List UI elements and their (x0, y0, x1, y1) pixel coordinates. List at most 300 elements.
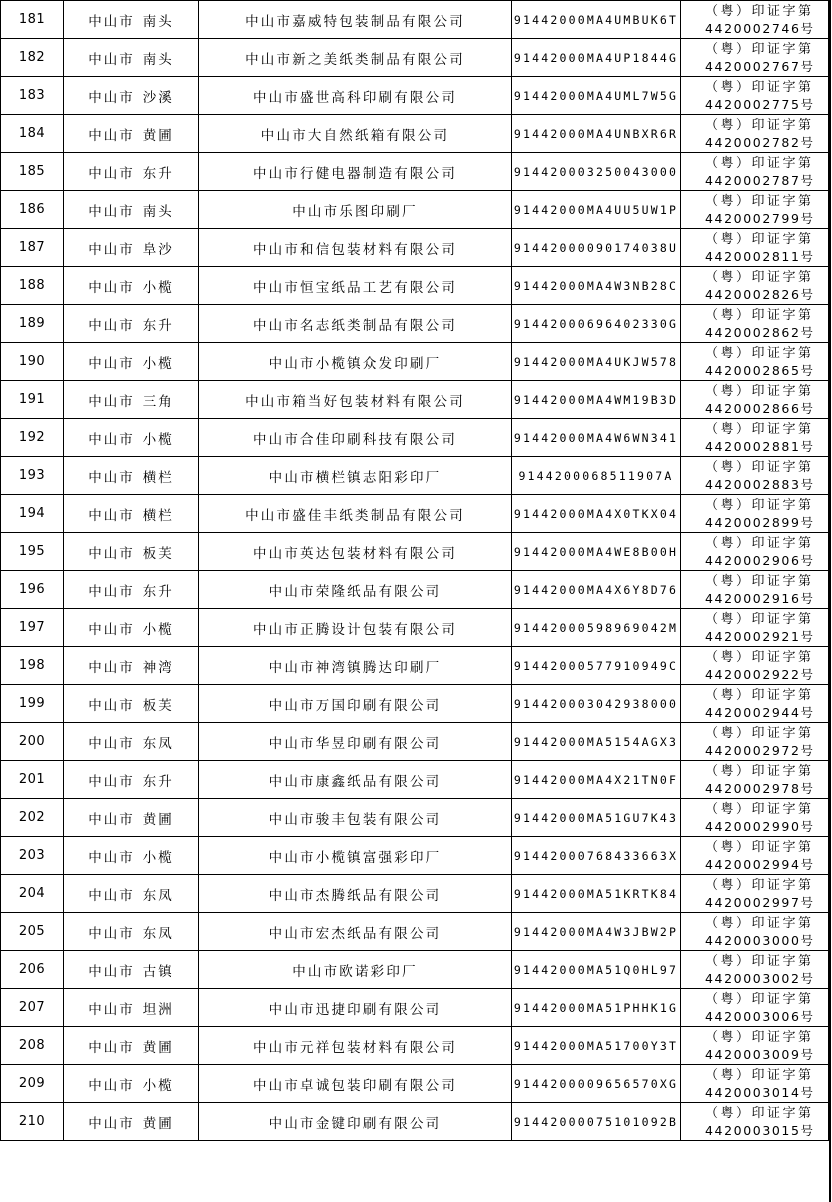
license-number-cell (681, 989, 829, 1027)
table-row (1, 1027, 829, 1065)
row-number: 209 (1, 1065, 64, 1103)
license-prefix: （粤）印证字第 (705, 953, 814, 969)
company-name: 中山市迅捷印刷有限公司 (199, 989, 512, 1027)
table-row (1, 1, 829, 39)
company-name: 中山市万国印刷有限公司 (199, 685, 512, 723)
city-label: 中山市 (88, 469, 135, 486)
company-name: 中山市嘉威特包装制品有限公司 (199, 1, 512, 39)
license-prefix: （粤）印证字第 (705, 231, 814, 247)
company-name: 中山市箱当好包装材料有限公司 (199, 381, 512, 419)
row-number: 205 (1, 913, 64, 951)
row-number: 196 (1, 571, 64, 609)
license-prefix: （粤）印证字第 (705, 877, 814, 893)
license-number-cell (681, 1, 829, 39)
credit-code: 91442000MA51700Y3T (512, 1027, 681, 1065)
row-number: 189 (1, 305, 64, 343)
table-row (1, 761, 829, 799)
license-number-cell (681, 723, 829, 761)
table-row (1, 609, 829, 647)
license-number: 4420002921号 (705, 628, 815, 644)
town-label: 小榄 (142, 621, 174, 638)
license-number-cell (681, 913, 829, 951)
table-row (1, 229, 829, 267)
company-name: 中山市盛佳丰纸类制品有限公司 (199, 495, 512, 533)
company-name: 中山市华昱印刷有限公司 (199, 723, 512, 761)
town-label: 东升 (142, 583, 174, 600)
town-label: 东升 (142, 317, 174, 334)
credit-code: 91442000MA4UP1844G (512, 39, 681, 77)
company-name: 中山市合佳印刷科技有限公司 (199, 419, 512, 457)
table-row (1, 799, 829, 837)
region-cell (64, 685, 199, 723)
license-prefix: （粤）印证字第 (705, 649, 814, 665)
license-prefix: （粤）印证字第 (705, 687, 814, 703)
credit-code: 91442000MA4UU5UW1P (512, 191, 681, 229)
row-number: 193 (1, 457, 64, 495)
license-number: 4420002972号 (705, 742, 815, 758)
region-cell (64, 419, 199, 457)
license-number: 4420002883号 (705, 476, 815, 492)
region-cell (64, 1027, 199, 1065)
row-number: 197 (1, 609, 64, 647)
row-number: 186 (1, 191, 64, 229)
table-row (1, 267, 829, 305)
city-label: 中山市 (88, 507, 135, 524)
region-cell (64, 723, 199, 761)
table-row (1, 1065, 829, 1103)
credit-code: 91442000598969042M (512, 609, 681, 647)
region-cell (64, 951, 199, 989)
license-number-cell (681, 875, 829, 913)
credit-code: 91442000MA4W3JBW2P (512, 913, 681, 951)
row-number: 183 (1, 77, 64, 115)
town-label: 板芙 (142, 697, 174, 714)
license-number-cell (681, 1065, 829, 1103)
row-number: 208 (1, 1027, 64, 1065)
license-number-cell (681, 153, 829, 191)
row-number: 199 (1, 685, 64, 723)
license-number-cell (681, 495, 829, 533)
license-number-cell (681, 343, 829, 381)
town-label: 小榄 (142, 279, 174, 296)
license-number: 4420003009号 (705, 1046, 815, 1062)
license-prefix: （粤）印证字第 (705, 193, 814, 209)
license-number-cell (681, 837, 829, 875)
town-label: 东凤 (142, 925, 174, 942)
region-cell (64, 1065, 199, 1103)
license-number-cell (681, 1103, 829, 1141)
license-number: 4420002775号 (705, 96, 815, 112)
town-label: 板芙 (142, 545, 174, 562)
license-number: 4420002978号 (705, 780, 815, 796)
license-prefix: （粤）印证字第 (705, 345, 814, 361)
row-number: 185 (1, 153, 64, 191)
license-prefix: （粤）印证字第 (705, 573, 814, 589)
company-name: 中山市杰腾纸品有限公司 (199, 875, 512, 913)
license-prefix: （粤）印证字第 (705, 3, 814, 19)
license-prefix: （粤）印证字第 (705, 915, 814, 931)
credit-code: 9144200009656570XG (512, 1065, 681, 1103)
region-cell (64, 495, 199, 533)
table-row (1, 571, 829, 609)
license-prefix: （粤）印证字第 (705, 421, 814, 437)
license-number: 4420002944号 (705, 704, 815, 720)
company-name: 中山市骏丰包装有限公司 (199, 799, 512, 837)
company-name: 中山市小榄镇富强彩印厂 (199, 837, 512, 875)
company-name: 中山市元祥包装材料有限公司 (199, 1027, 512, 1065)
credit-code: 914420003042938000 (512, 685, 681, 723)
town-label: 横栏 (142, 507, 174, 524)
license-number: 4420002906号 (705, 552, 815, 568)
row-number: 192 (1, 419, 64, 457)
license-number: 4420002899号 (705, 514, 815, 530)
city-label: 中山市 (88, 241, 135, 258)
city-label: 中山市 (88, 963, 135, 980)
credit-code: 91442000MA4UML7W5G (512, 77, 681, 115)
town-label: 小榄 (142, 1077, 174, 1094)
license-number-cell (681, 1027, 829, 1065)
city-label: 中山市 (88, 1039, 135, 1056)
credit-code: 91442000MA4W6WN341 (512, 419, 681, 457)
town-label: 东凤 (142, 887, 174, 904)
company-name: 中山市恒宝纸品工艺有限公司 (199, 267, 512, 305)
credit-code: 91442000MA4X6Y8D76 (512, 571, 681, 609)
city-label: 中山市 (88, 697, 135, 714)
region-cell (64, 229, 199, 267)
town-label: 东升 (142, 165, 174, 182)
license-prefix: （粤）印证字第 (705, 497, 814, 513)
company-name: 中山市卓诚包装印刷有限公司 (199, 1065, 512, 1103)
city-label: 中山市 (88, 621, 135, 638)
company-name: 中山市横栏镇志阳彩印厂 (199, 457, 512, 495)
row-number: 200 (1, 723, 64, 761)
town-label: 古镇 (142, 963, 174, 980)
row-number: 207 (1, 989, 64, 1027)
town-label: 小榄 (142, 431, 174, 448)
row-number: 201 (1, 761, 64, 799)
license-number: 4420002811号 (705, 248, 815, 264)
region-cell (64, 761, 199, 799)
credit-code: 9144200068511907A (512, 457, 681, 495)
city-label: 中山市 (88, 887, 135, 904)
credit-code: 91442000MA51GU7K43 (512, 799, 681, 837)
table-row (1, 115, 829, 153)
table-row (1, 381, 829, 419)
region-cell (64, 799, 199, 837)
license-number: 4420003014号 (705, 1084, 815, 1100)
table-row (1, 153, 829, 191)
row-number: 194 (1, 495, 64, 533)
credit-code: 91442000MA4X0TKX04 (512, 495, 681, 533)
credit-code: 91442000090174038U (512, 229, 681, 267)
table-row (1, 305, 829, 343)
company-name: 中山市小榄镇众发印刷厂 (199, 343, 512, 381)
city-label: 中山市 (88, 393, 135, 410)
region-cell (64, 191, 199, 229)
license-prefix: （粤）印证字第 (705, 117, 814, 133)
license-number-cell (681, 761, 829, 799)
row-number: 190 (1, 343, 64, 381)
credit-code: 91442000MA4WM19B3D (512, 381, 681, 419)
license-number-cell (681, 799, 829, 837)
town-label: 东升 (142, 773, 174, 790)
credit-code: 91442000MA4UMBUK6T (512, 1, 681, 39)
license-prefix: （粤）印证字第 (705, 725, 814, 741)
city-label: 中山市 (88, 1115, 135, 1132)
table-row (1, 191, 829, 229)
region-cell (64, 343, 199, 381)
row-number: 182 (1, 39, 64, 77)
credit-code: 914420003250043000 (512, 153, 681, 191)
license-number-cell (681, 229, 829, 267)
credit-code: 91442000577910949C (512, 647, 681, 685)
city-label: 中山市 (88, 355, 135, 372)
license-number-cell (681, 381, 829, 419)
region-cell (64, 305, 199, 343)
credit-code: 91442000696402330G (512, 305, 681, 343)
license-prefix: （粤）印证字第 (705, 763, 814, 779)
license-number: 4420002862号 (705, 324, 815, 340)
license-number: 4420003000号 (705, 932, 815, 948)
license-number-cell (681, 951, 829, 989)
town-label: 黄圃 (142, 1115, 174, 1132)
table-row (1, 685, 829, 723)
table-row (1, 647, 829, 685)
credit-code: 91442000MA4UKJW578 (512, 343, 681, 381)
row-number: 198 (1, 647, 64, 685)
region-cell (64, 77, 199, 115)
city-label: 中山市 (88, 127, 135, 144)
license-number: 4420002881号 (705, 438, 815, 454)
license-prefix: （粤）印证字第 (705, 611, 814, 627)
license-number: 4420002865号 (705, 362, 815, 378)
region-cell (64, 875, 199, 913)
region-cell (64, 115, 199, 153)
company-name: 中山市正腾设计包装有限公司 (199, 609, 512, 647)
row-number: 184 (1, 115, 64, 153)
table-row (1, 77, 829, 115)
city-label: 中山市 (88, 89, 135, 106)
credit-code: 91442000MA4X21TN0F (512, 761, 681, 799)
town-label: 神湾 (142, 659, 174, 676)
row-number: 187 (1, 229, 64, 267)
town-label: 沙溪 (142, 89, 174, 106)
credit-code: 91442000075101092B (512, 1103, 681, 1141)
license-number-cell (681, 647, 829, 685)
row-number: 202 (1, 799, 64, 837)
table-row (1, 39, 829, 77)
region-cell (64, 913, 199, 951)
company-name: 中山市英达包装材料有限公司 (199, 533, 512, 571)
city-label: 中山市 (88, 849, 135, 866)
region-cell (64, 647, 199, 685)
row-number: 206 (1, 951, 64, 989)
town-label: 小榄 (142, 355, 174, 372)
company-name: 中山市行健电器制造有限公司 (199, 153, 512, 191)
company-name: 中山市新之美纸类制品有限公司 (199, 39, 512, 77)
license-number-cell (681, 39, 829, 77)
region-cell (64, 571, 199, 609)
credit-code: 91442000MA4W3NB28C (512, 267, 681, 305)
city-label: 中山市 (88, 203, 135, 220)
company-name: 中山市金键印刷有限公司 (199, 1103, 512, 1141)
license-number-cell (681, 609, 829, 647)
license-prefix: （粤）印证字第 (705, 1029, 814, 1045)
credit-code: 91442000MA51KRTK84 (512, 875, 681, 913)
town-label: 南头 (142, 203, 174, 220)
region-cell (64, 39, 199, 77)
license-prefix: （粤）印证字第 (705, 801, 814, 817)
license-number-cell (681, 267, 829, 305)
row-number: 191 (1, 381, 64, 419)
license-number-cell (681, 419, 829, 457)
license-number: 4420002997号 (705, 894, 815, 910)
license-prefix: （粤）印证字第 (705, 269, 814, 285)
license-number: 4420003015号 (705, 1122, 815, 1138)
town-label: 南头 (142, 13, 174, 30)
license-prefix: （粤）印证字第 (705, 79, 814, 95)
row-number: 203 (1, 837, 64, 875)
credit-code: 91442000MA51Q0HL97 (512, 951, 681, 989)
license-number: 4420003002号 (705, 970, 815, 986)
city-label: 中山市 (88, 13, 135, 30)
town-label: 南头 (142, 51, 174, 68)
license-prefix: （粤）印证字第 (705, 41, 814, 57)
city-label: 中山市 (88, 1001, 135, 1018)
license-number: 4420002922号 (705, 666, 815, 682)
license-number: 4420002787号 (705, 172, 815, 188)
table-body (1, 1, 829, 1141)
company-name: 中山市神湾镇腾达印刷厂 (199, 647, 512, 685)
row-number: 195 (1, 533, 64, 571)
license-number: 4420002799号 (705, 210, 815, 226)
table-row (1, 913, 829, 951)
license-number: 4420002866号 (705, 400, 815, 416)
license-prefix: （粤）印证字第 (705, 535, 814, 551)
table-row (1, 989, 829, 1027)
company-name: 中山市乐图印刷厂 (199, 191, 512, 229)
license-number: 4420003006号 (705, 1008, 815, 1024)
table-row (1, 419, 829, 457)
region-cell (64, 837, 199, 875)
table-row (1, 457, 829, 495)
table-row (1, 343, 829, 381)
license-prefix: （粤）印证字第 (705, 1105, 814, 1121)
town-label: 坦洲 (142, 1001, 174, 1018)
region-cell (64, 267, 199, 305)
license-prefix: （粤）印证字第 (705, 991, 814, 1007)
city-label: 中山市 (88, 279, 135, 296)
region-cell (64, 153, 199, 191)
city-label: 中山市 (88, 583, 135, 600)
license-number: 4420002767号 (705, 58, 815, 74)
company-name: 中山市欧诺彩印厂 (199, 951, 512, 989)
city-label: 中山市 (88, 735, 135, 752)
row-number: 210 (1, 1103, 64, 1141)
company-name: 中山市康鑫纸品有限公司 (199, 761, 512, 799)
license-number-cell (681, 685, 829, 723)
credit-code: 91442000MA4UNBXR6R (512, 115, 681, 153)
city-label: 中山市 (88, 51, 135, 68)
town-label: 阜沙 (142, 241, 174, 258)
license-number-cell (681, 191, 829, 229)
company-name: 中山市大自然纸箱有限公司 (199, 115, 512, 153)
region-cell (64, 381, 199, 419)
town-label: 小榄 (142, 849, 174, 866)
table-row (1, 723, 829, 761)
city-label: 中山市 (88, 811, 135, 828)
license-number: 4420002782号 (705, 134, 815, 150)
credit-code: 91442000MA5154AGX3 (512, 723, 681, 761)
region-cell (64, 609, 199, 647)
table-row (1, 495, 829, 533)
region-cell (64, 533, 199, 571)
town-label: 黄圃 (142, 127, 174, 144)
company-name: 中山市盛世高科印刷有限公司 (199, 77, 512, 115)
row-number: 181 (1, 1, 64, 39)
region-cell (64, 1103, 199, 1141)
license-number-cell (681, 77, 829, 115)
city-label: 中山市 (88, 773, 135, 790)
license-prefix: （粤）印证字第 (705, 383, 814, 399)
table-row (1, 837, 829, 875)
town-label: 三角 (142, 393, 174, 410)
license-number-cell (681, 533, 829, 571)
license-number: 4420002990号 (705, 818, 815, 834)
table-row (1, 875, 829, 913)
table-row (1, 951, 829, 989)
city-label: 中山市 (88, 925, 135, 942)
city-label: 中山市 (88, 317, 135, 334)
license-prefix: （粤）印证字第 (705, 459, 814, 475)
license-number: 4420002826号 (705, 286, 815, 302)
license-number-cell (681, 457, 829, 495)
license-number: 4420002916号 (705, 590, 815, 606)
company-name: 中山市荣隆纸品有限公司 (199, 571, 512, 609)
town-label: 黄圃 (142, 1039, 174, 1056)
town-label: 横栏 (142, 469, 174, 486)
table-row (1, 1103, 829, 1141)
town-label: 东凤 (142, 735, 174, 752)
license-prefix: （粤）印证字第 (705, 155, 814, 171)
region-cell (64, 989, 199, 1027)
row-number: 204 (1, 875, 64, 913)
city-label: 中山市 (88, 431, 135, 448)
license-prefix: （粤）印证字第 (705, 1067, 814, 1083)
license-number-cell (681, 571, 829, 609)
town-label: 黄圃 (142, 811, 174, 828)
company-name: 中山市名志纸类制品有限公司 (199, 305, 512, 343)
company-name: 中山市和信包装材料有限公司 (199, 229, 512, 267)
license-number-cell (681, 305, 829, 343)
city-label: 中山市 (88, 1077, 135, 1094)
company-name: 中山市宏杰纸品有限公司 (199, 913, 512, 951)
license-number: 4420002994号 (705, 856, 815, 872)
city-label: 中山市 (88, 545, 135, 562)
city-label: 中山市 (88, 659, 135, 676)
license-prefix: （粤）印证字第 (705, 307, 814, 323)
credit-code: 91442000MA51PHHK1G (512, 989, 681, 1027)
license-number-cell (681, 115, 829, 153)
credit-code: 91442000768433663X (512, 837, 681, 875)
table-row (1, 533, 829, 571)
license-prefix: （粤）印证字第 (705, 839, 814, 855)
row-number: 188 (1, 267, 64, 305)
region-cell (64, 1, 199, 39)
city-label: 中山市 (88, 165, 135, 182)
license-number: 4420002746号 (705, 20, 815, 36)
region-cell (64, 457, 199, 495)
